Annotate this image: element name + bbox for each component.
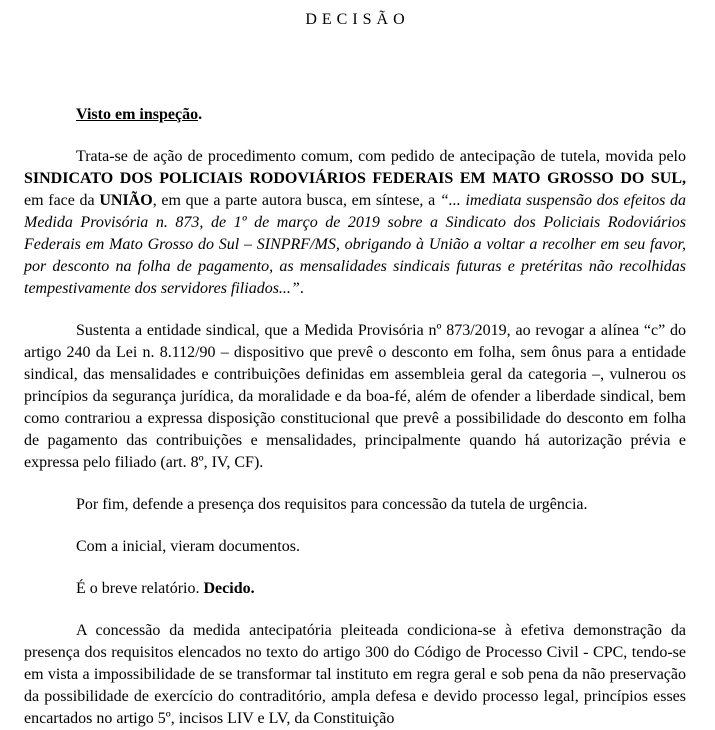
document-title: DECISÃO — [305, 11, 410, 28]
decido-label: Decido. — [203, 580, 255, 597]
paragraph-report — [24, 578, 686, 600]
p1-continue: , em que a parte autora busca, em síntese, a — [152, 192, 440, 209]
inspection-heading — [24, 104, 686, 126]
inspection-heading-text: Visto em inspeção — [76, 106, 199, 123]
defendant-name: UNIÃO — [99, 192, 153, 209]
p1-intro: Trata-se de ação de procedimento comum, com pedido de antecipação de tutela, movida pelo — [76, 148, 686, 165]
paragraph-analysis: A concessão da medida antecipatória pleiteada condiciona-se à efetiva demonstração da presença dos requisitos elencados no texto do artigo 300 do Código de Processo Civil - CPC, tendo-se em vista a impossibilidade de se transformar tal instituto em regra geral e sob pena da não preservação da possibilidade de exercício do contraditório, ampla defesa e devido processo legal, princípios esses encartados no artigo 5º, incisos LIV e LV, da Constituição — [24, 622, 686, 727]
paragraph-case-summary — [24, 146, 686, 300]
plaintiff-name: SINDICATO DOS POLICIAIS RODOVIÁRIOS FEDERAIS EM MATO GROSSO DO SUL, — [24, 170, 686, 187]
p5-text: É o breve relatório. — [76, 580, 204, 597]
document-body — [24, 104, 686, 730]
paragraph-arguments: Sustenta a entidade sindical, que a Medida Provisória nº 873/2019, ao revogar a alínea “c” do artigo 240 da Lei n. 8.112/90 – dispositivo que prevê o desconto em folha, sem ônus para a entidade sindical, das mensalidades e contribuições definidas em assembleia geral da categoria –, vulnerou os princípios da segurança jurídica, da moralidade e da boa-fé, além de ofender a liberdade sindical, bem como contrariou a expressa disposição constitucional que prevê a possibilidade do desconto em folha de pagamento das contribuições e mensalidades, principalmente quando há autorização prévia e expressa pelo filiado (art. 8º, IV, CF). — [24, 322, 686, 471]
p1-middle: em face da — [24, 192, 100, 209]
paragraph-documents: Com a inicial, vieram documentos. — [76, 538, 300, 555]
inspection-heading-period: . — [198, 106, 203, 123]
p1-quote: “... imediata suspensão dos efeitos da Medida Provisória n. 873, de 1º de março de 2019 sobre a Sindicato dos Policiais Rodoviários Federais em Mato Grosso do Sul – SINPRF/MS, obrigando à União a voltar a recolher em seu favor, por desconto na folha de pagamento, as mensalidades sindicais futuras e pretéritas não recolhidas tempestivamente dos servidores filiados...” — [24, 192, 686, 297]
paragraph-urgency: Por fim, defende a presença dos requisitos para concessão da tutela de urgência. — [76, 496, 588, 513]
p1-end: . — [299, 280, 304, 297]
